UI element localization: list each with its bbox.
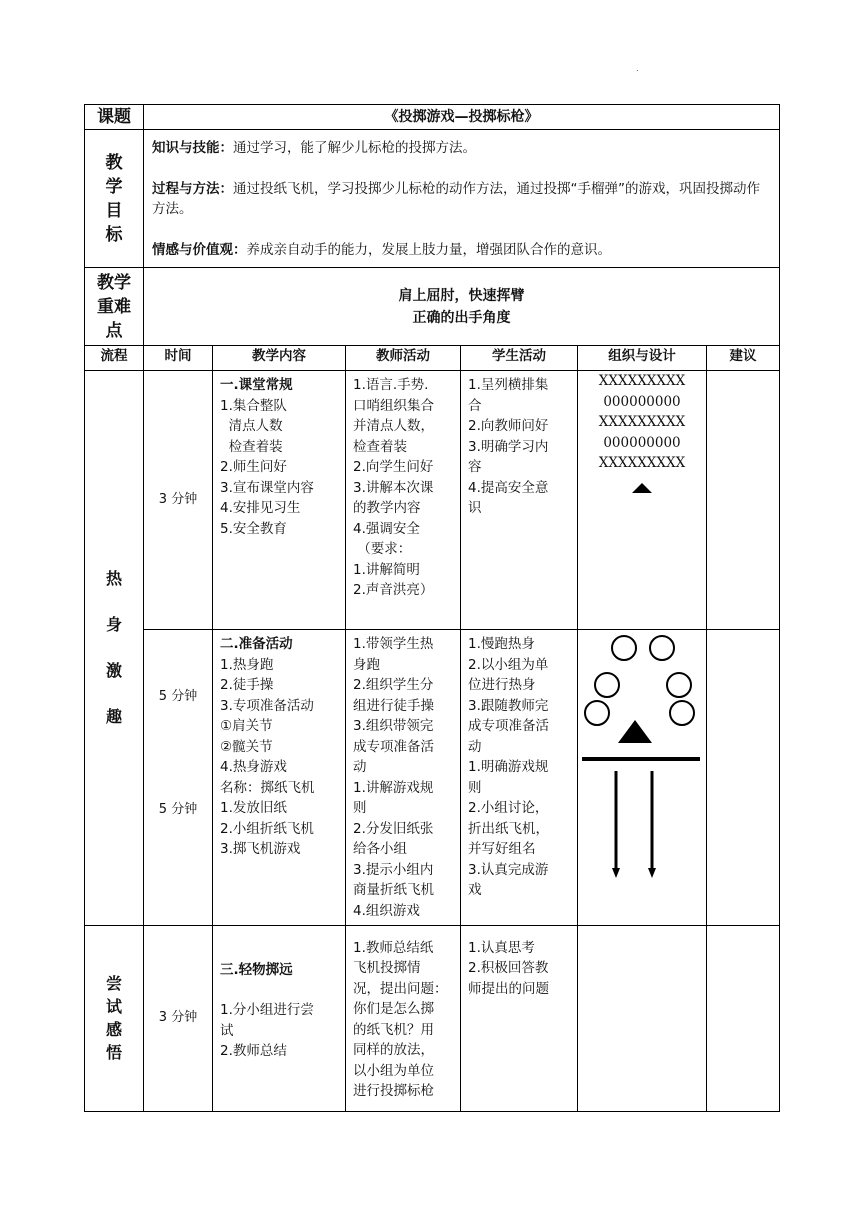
formation-row: 000000000 — [603, 393, 681, 410]
student-circle-icon — [595, 673, 619, 697]
title-row — [85, 105, 780, 130]
teacher-triangle-icon — [632, 483, 652, 493]
student-trial: 1.认真思考 2.积极回答教 师提出的问题 — [461, 925, 578, 1111]
header-suggestion: 建议 — [707, 346, 780, 371]
suggestion-cell — [707, 925, 780, 1111]
student-routine: 1.呈列横排集 合 2.向教师问好 3.明确学习内 容 4.提高安全意 识 — [461, 371, 578, 630]
teacher-triangle-icon — [618, 720, 652, 743]
formation-diagram-circle — [578, 630, 707, 926]
formation-diagram-lines — [578, 371, 707, 630]
objectives-label: 教 学 目 标 — [85, 130, 144, 268]
suggestion-cell — [707, 630, 780, 926]
phase-trial-label: 尝 试 感 悟 — [85, 925, 144, 1111]
formation-row: XXXXXXXXX — [598, 414, 686, 430]
student-circle-icon — [670, 701, 694, 725]
trial-row — [85, 925, 780, 1111]
formation-empty-cell — [578, 925, 707, 1111]
arrow-head-icon — [612, 868, 620, 878]
key-points-row — [85, 268, 780, 346]
objectives-content — [144, 130, 780, 268]
formation-row: XXXXXXXXX — [598, 373, 686, 389]
objective-knowledge: 知识与技能：通过学习，能了解少儿标枪的投掷方法。 — [152, 140, 476, 156]
lesson-plan-table — [84, 104, 780, 1112]
key-points-label: 教学 重难 点 — [85, 268, 144, 346]
time-routine: 3 分钟 — [144, 371, 213, 630]
student-circle-icon — [612, 636, 636, 660]
title-label: 课题 — [85, 105, 144, 130]
page-dot: . — [636, 64, 639, 73]
time-activity: 5 分钟 5 分钟 — [144, 630, 213, 926]
student-circle-icon — [585, 701, 609, 725]
objectives-row — [85, 130, 780, 268]
time-trial: 3 分钟 — [144, 925, 213, 1111]
warmup-routine-row — [85, 371, 780, 630]
teacher-activity: 1.带领学生热 身跑 2.组织学生分 组进行徒手操 3.组织带领完 成专项准备活 动 1.讲解游戏规 则 2.分发旧纸张 给各小组 3.提示小组内 商量折纸飞机 4.组织游戏 — [346, 630, 461, 926]
objective-emotion: 情感与价值观：养成亲自动手的能力，发展上肢力量，增强团队合作的意识。 — [152, 241, 611, 258]
content-trial: 三.轻物掷远 1.分小组进行尝 试 2.教师总结 — [213, 925, 346, 1111]
content-routine: 一.课堂常规 1.集合整队 清点人数 检查着装 2.师生问好 3.宣布课堂内容 4.安排见习生 5.安全教育 — [213, 371, 346, 630]
warmup-activity-row — [85, 630, 780, 926]
suggestion-cell — [707, 371, 780, 630]
objective-process: 过程与方法：通过投纸飞机，学习投掷少儿标枪的动作方法，通过投掷“手榴弹”的游戏，巩固投掷动作方法。 — [152, 180, 760, 217]
content-activity: 二.准备活动 1.热身跑 2.徒手操 3.专项准备活动 ①肩关节 ②髋关节 4.热身游戏 名称：掷纸飞机 1.发放旧纸 2.小组折纸飞机 3.掷飞机游戏 — [213, 630, 346, 926]
phase-warmup-label: 热 身 激 趣 — [85, 371, 144, 926]
formation-row: XXXXXXXXX — [598, 455, 686, 471]
header-flow: 流程 — [85, 346, 144, 371]
column-header-row — [85, 346, 780, 371]
header-time: 时间 — [144, 346, 213, 371]
key-points-content: 肩上屈肘，快速挥臂 正确的出手角度 — [144, 268, 780, 346]
warmup-circle-diagram — [578, 630, 706, 918]
formation-row: 000000000 — [603, 434, 681, 451]
teacher-trial: 1.教师总结纸 飞机投掷情 况，提出问题： 你们是怎么掷 的纸飞机？用 同样的放法， 以小组为单位 进行投掷标枪 — [346, 925, 461, 1111]
arrow-head-icon — [648, 868, 656, 878]
header-teacher: 教师活动 — [346, 346, 461, 371]
teacher-routine: 1.语言.手势. 口哨组织集合 并清点人数， 检查着装 2.向学生问好 3.讲解本次课 的教学内容 4.强调安全 （要求： 1.讲解简明 2.声音洪亮） — [346, 371, 461, 630]
student-activity: 1.慢跑热身 2.以小组为单 位进行热身 3.跟随教师完 成专项准备活 动 1.明确游戏规 则 2.小组讨论， 折出纸飞机， 并写好组名 3.认真完成游 戏 — [461, 630, 578, 926]
header-organization: 组织与设计 — [578, 346, 707, 371]
header-student: 学生活动 — [461, 346, 578, 371]
header-content: 教学内容 — [213, 346, 346, 371]
student-circle-icon — [667, 673, 691, 697]
lesson-title: 《投掷游戏—投掷标枪》 — [144, 105, 780, 130]
student-circle-icon — [650, 636, 674, 660]
